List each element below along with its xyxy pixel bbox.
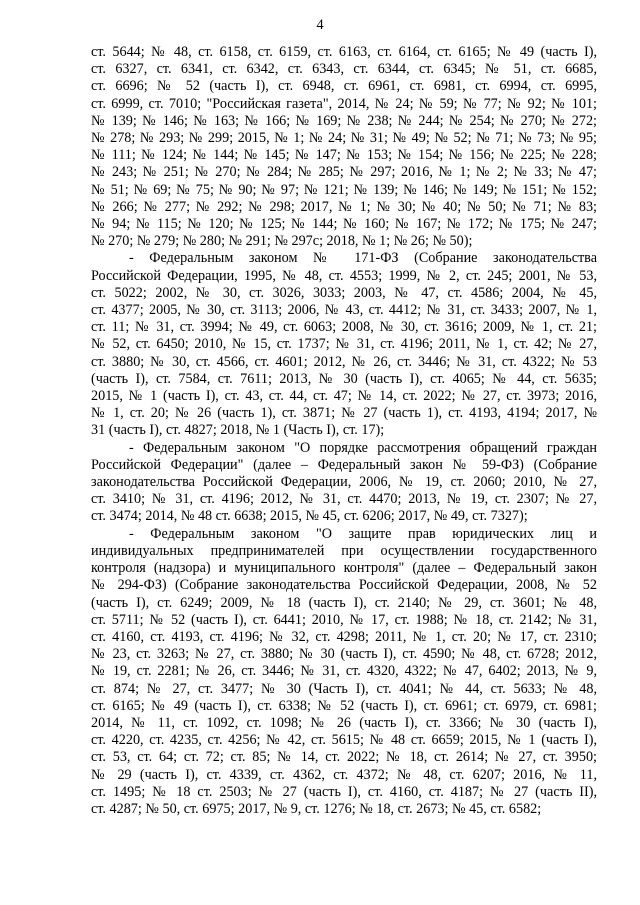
paragraph-continuation (91, 44, 597, 250)
text-line: ст. 5711; № 52 (часть I), ст. 6441; 2010, № 17, ст. 1988; № 18, ст. 2142; № 31, (91, 611, 597, 628)
text-line: ст. 5644; № 48, ст. 6158, ст. 6159, ст. 6163, ст. 6164, ст. 6165; № 49 (часть I), (91, 44, 597, 60)
text-line: законодательства Российской Федерации, 2006, № 19, ст. 2060; 2010, № 27, (91, 474, 597, 491)
text-line: - Федеральным законом № 171-ФЗ (Собрание законодательства (129, 250, 597, 267)
text-line: ст. 4220, ст. 4235, ст. 4256; № 42, ст. 5615; № 48 ст. 6659; 2015, № 1 (часть I), (91, 732, 597, 749)
text-line: № 139; № 146; № 163; № 166; № 169; № 238; № 244; № 254; № 270; № 272; (91, 112, 597, 129)
text-line: ст. 4377; 2005, № 30, ст. 3113; 2006, № 43, ст. 4412; № 31, ст. 3433; 2007, № 1, (91, 302, 597, 319)
text-line: ст. 4287; № 50, ст. 6975; 2017, № 9, ст. 1276; № 18, ст. 2673; № 45, ст. 6582; (91, 800, 542, 817)
text-line: ст. 6327, ст. 6341, ст. 6342, ст. 6343, ст. 6344, ст. 6345; № 51, ст. 6685, (91, 61, 597, 78)
text-line: ст. 5022; 2002, № 30, ст. 3026, 3033; 2003, № 47, ст. 4586; 2004, № 45, (91, 284, 597, 301)
text-line: (часть I), ст. 7584, ст. 7611; 2013, № 30 (часть I), ст. 4065; № 44, ст. 5635; (91, 370, 597, 387)
text-line: Российской Федерации, 1995, № 48, ст. 4553; 1999, № 2, ст. 245; 2001, № 53, (91, 267, 597, 284)
text-line: (часть I), ст. 6249; 2009, № 18 (часть I), ст. 2140; № 29, ст. 3601; № 48, (91, 594, 597, 611)
text-line: ст. 3410; № 31, ст. 4196; 2012, № 31, ст. 4470; 2013, № 19, ст. 2307; № 27, (91, 491, 597, 508)
text-line: № 266; № 277; № 292; № 298; 2017, № 1; № 30; № 40; № 50; № 71; № 83; (91, 198, 597, 215)
text-line: Российской Федерации" (далее – Федеральный закон № 59-ФЗ) (Собрание (91, 456, 597, 473)
text-line: № 294-ФЗ) (Собрание законодательства Российской Федерации, 2008, № 52 (91, 577, 597, 594)
text-line: - Федеральным законом "О защите прав юридических лиц и (129, 525, 597, 542)
text-line: 2014, № 11, ст. 1092, ст. 1098; № 26 (часть I), ст. 3366; № 30 (часть I), (91, 714, 597, 731)
text-line: № 94; № 115; № 120; № 125; № 144; № 160; № 167; № 172; № 175; № 247; (91, 216, 597, 233)
text-line: индивидуальных предпринимателей при осуществлении государственного (91, 542, 597, 559)
text-line: № 278; № 293; № 299; 2015, № 1; № 24; № 31; № 49; № 52; № 71; № 73; № 95; (91, 130, 597, 147)
text-line: ст. 874; № 27, ст. 3477; № 30 (Часть I), ст. 4041; № 44, ст. 5633; № 48, (91, 680, 597, 697)
text-line: № 270; № 279; № 280; № 291; № 297с; 2018, № 1; № 26; № 50); (91, 233, 473, 250)
text-line: ст. 6999, ст. 7010; "Российская газета", 2014, № 24; № 59; № 77; № 92; № 101; (91, 95, 597, 112)
page-number: 4 (316, 17, 324, 33)
text-line: ст. 3474; 2014, № 48 ст. 6638; 2015, № 45, ст. 6206; 2017, № 49, ст. 7327); (91, 508, 528, 525)
paragraph-law-171 (91, 250, 597, 439)
text-line: - Федеральным законом "О порядке рассмотрения обращений граждан (129, 439, 597, 456)
text-line: № 1, ст. 20; № 26 (часть 1), ст. 3871; № 27 (часть 1), ст. 4193, 4194; 2017, № (91, 405, 597, 422)
text-line: ст. 1495; № 18 ст. 2503; № 27 (часть I), ст. 4160, ст. 4187; № 27 (часть II), (91, 783, 597, 800)
text-line: ст. 3880; № 30, ст. 4566, ст. 4601; 2012, № 26, ст. 3446; № 31, ст. 4322; № 53 (91, 353, 597, 370)
text-line: 31 (часть I), ст. 4827; 2018, № 1 (Часть I), ст. 17); (91, 422, 385, 439)
text-line: № 111; № 124; № 144; № 145; № 147; № 153; № 154; № 156; № 225; № 228; (91, 147, 597, 164)
paragraph-law-294 (91, 526, 597, 818)
text-line: № 29 (часть I), ст. 4339, ст. 4362, ст. 4372; № 48, ст. 6207; 2016, № 11, (91, 766, 597, 783)
text-line: ст. 11; № 31, ст. 3994; № 49, ст. 6063; 2008, № 30, ст. 3616; 2009, № 1, ст. 21; (91, 319, 597, 336)
paragraph-law-59 (91, 440, 597, 526)
document-body (91, 44, 597, 818)
text-line: № 19, ст. 2281; № 26, ст. 3446; № 31, ст. 4320, 4322; № 47, 6402; 2013, № 9, (91, 663, 597, 680)
text-line: № 51; № 69; № 75; № 90; № 97; № 121; № 139; № 146; № 149; № 151; № 152; (91, 181, 597, 198)
text-line: № 23, ст. 3263; № 27, ст. 3880; № 30 (часть I), ст. 4590; № 48, ст. 6728; 2012, (91, 646, 597, 663)
text-line: ст. 4160, ст. 4193, ст. 4196; № 32, ст. 4298; 2011, № 1, ст. 20; № 17, ст. 2310; (91, 628, 597, 645)
text-line: № 52, ст. 6450; 2010, № 15, ст. 1737; № 31, ст. 4196; 2011, № 1, ст. 42; № 27, (91, 336, 597, 353)
text-line: № 243; № 251; № 270; № 284; № 285; № 297; 2016, № 1; № 2; № 33; № 47; (91, 164, 597, 181)
text-line: ст. 6165; № 49 (часть I), ст. 6338; № 52 (часть I), ст. 6961; ст. 6979, ст. 6981; (91, 697, 597, 714)
text-line: 2015, № 1 (часть I), ст. 43, ст. 44, ст. 47; № 14, ст. 2022; № 27, ст. 3973; 2016, (91, 388, 597, 405)
text-line: ст. 53, ст. 64; ст. 72; ст. 85; № 14, ст. 2022; № 18, ст. 2614; № 27, ст. 3950; (91, 749, 597, 766)
text-line: контроля (надзора) и муниципального контроля" (далее – Федеральный закон (91, 560, 597, 577)
text-line: ст. 6696; № 52 (часть I), ст. 6948, ст. 6961, ст. 6981, ст. 6994, ст. 6995, (91, 78, 597, 95)
